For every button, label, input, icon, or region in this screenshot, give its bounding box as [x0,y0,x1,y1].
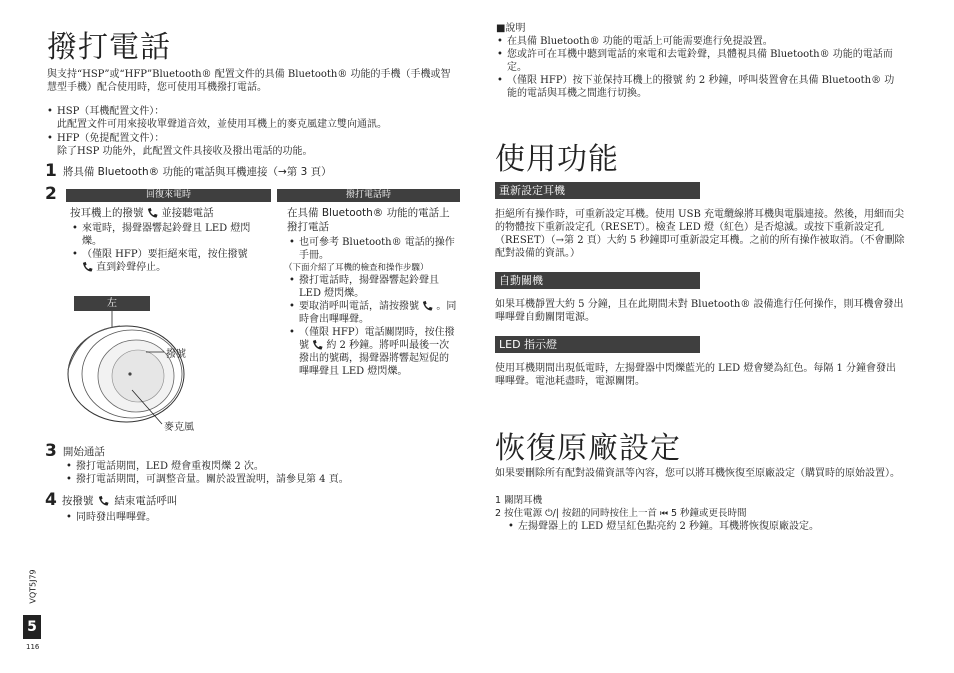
outgoing-bullet-2: • 撥打電話時，揚聲器響起鈴聲且 LED 燈閃爍。 [289,274,457,300]
note-2: • 您或許可在耳機中聽到電話的來電和去電鈴聲，具體視具備 Bluetooth® 功能的電話而定。 [497,48,902,74]
led-section-text: 使用耳機期間出現低電時，左揚聲器中閃爍藍光的 LED 燈會變為紅色。每隔 1 分鐘會發出嗶嗶聲。電池耗盡時，電源關閉。 [495,363,897,387]
auto-off-section-header: 自動關機 [495,272,700,289]
step-3-bullets [66,460,456,486]
auto-off-section-text: 如果耳機靜置大約 5 分鐘，且在此期間未對 Bluetooth® 設備進行任何操作，則耳機會發出嗶嗶聲自動關閉電源。 [495,299,904,323]
incoming-bullet-2-text: （僅限 HFP）要拒絕來電，按住撥號 [82,249,248,260]
outgoing-bullet-4-part1: （僅限 HFP）電話關閉時，按住撥號 [299,327,455,351]
outgoing-note: （下面介紹了耳機的檢查和操作步驟） [284,263,429,273]
step-3-text: 開始通話 [62,445,105,458]
outgoing-bullet-3-text: 要取消呼叫電話，請按撥號 [299,301,419,312]
outgoing-bullet-1: • 也可參考 Bluetooth® 電話的操作手冊。 [289,236,457,262]
page-sub-number: 116 [26,643,40,651]
left-side-label: 左 [74,296,150,311]
outgoing-bullets [289,236,457,262]
step-4-number: 4 [45,490,57,510]
step-1 [45,163,332,180]
step-3-bullet-1: • 撥打電話期間，LED 燈會重複閃爍 2 次。 [66,460,456,473]
step-3-number: 3 [45,441,57,461]
note-1: • 在具備 Bluetooth® 功能的電話上可能需要進行免提設置。 [497,35,902,48]
profile-hsp-desc: 此配置文件可用來接收單聲道音效，並使用耳機上的麥克風建立雙向通訊。 [57,119,387,130]
factory-reset-bullet-1: • 左揚聲器上的 LED 燈呈紅色點亮約 2 秒鐘。耳機將恢復原廠設定。 [508,520,903,533]
outgoing-bullets-2 [289,274,457,378]
outgoing-bullet-3-tail: 。同時會出嗶嗶聲。 [299,301,457,325]
functions-title: 使用功能 [495,142,619,177]
phone-icon [98,495,109,506]
incoming-bullets [72,222,252,274]
step-3 [45,443,105,460]
incoming-lead-part1: 按耳機上的撥號 [70,207,144,219]
phone-icon [147,207,158,218]
phone-icon [422,300,433,311]
intro-text: 與支持“HSP”或“HFP”Bluetooth® 配置文件的具備 Bluetooth® 功能的手機（手機或智慧型手機）配合使用時，您可使用耳機撥打電話。 [47,69,451,93]
profile-list [47,105,467,158]
note-title: ■說明 [496,23,526,34]
incoming-lead-part2: 並接聽電話 [161,207,214,219]
note-3: • （僅限 HFP）按下並保持耳機上的撥號 約 2 秒鐘，呼叫裝置會在具備 Bluetooth® 功能的電話與耳機之間進行切換。 [497,74,902,100]
incoming-bullet-1: • 來電時，揚聲器響起鈴聲且 LED 燈閃爍。 [72,222,252,248]
factory-reset-step-2: 2 按住電源 ⏻/| 按鈕的同時按住上一首 ⏮ 5 秒鐘或更長時間 [495,508,747,519]
page-title: 撥打電話 [47,30,171,65]
step-1-number: 1 [45,161,57,181]
outgoing-call-panel [277,189,460,378]
factory-reset-bullets [508,520,903,533]
incoming-bullet-2 [72,248,252,274]
profile-hsp-term: HSP（耳機配置文件）： [57,106,165,117]
microphone-label: 麥克風 [164,422,194,433]
incoming-call-header: 回復來電時 [66,189,271,202]
outgoing-bullet-4 [289,326,457,378]
outgoing-bullet-4-part2: 約 2 秒鐘。將呼叫最後一次撥出的號碼，揚聲器將響起短促的嗶嗶聲且 LED 燈閃爍。 [299,340,450,377]
step-1-text: 將具備 Bluetooth® 功能的電話與耳機連接（→第 3 頁） [62,165,332,178]
profile-hfp-term: HFP（免提配置文件）： [57,133,165,144]
reset-section-text: 拒絕所有操作時，可重新設定耳機。使用 USB 充電纜線將耳機與電腦連接。然後，用細而尖的物體按下重新設定孔（RESET）。檢查 LED 燈（紅色）是否熄滅。或按下重新設定孔（RESET）（→第 2 頁）大約 5 秒鐘即可重新設定耳機。之前的所有操作被取消。（不會刪除配對設備的資訊。） [495,209,905,259]
page-number: 5 [23,615,41,639]
profile-hfp: • HFP（免提配置文件）： 除了HSP 功能外，此配置文件具接收及撥出電話的功能。 [47,132,467,158]
phone-icon [312,339,323,350]
step-4-bullets [66,511,456,524]
incoming-call-panel [66,189,271,274]
outgoing-call-header: 撥打電話時 [277,189,460,202]
outgoing-call-lead: 在具備 Bluetooth® 功能的電話上撥打電話 [287,207,450,233]
headphone-illustration [60,310,260,430]
step-4 [45,492,177,509]
model-code-wrap [26,565,40,613]
profile-hsp: • HSP（耳機配置文件）： 此配置文件可用來接收單聲道音效，並使用耳機上的麥克風建立雙向通訊。 [47,105,467,131]
incoming-call-lead [70,206,271,220]
step-4-text-2: 結束電話呼叫 [114,494,178,507]
note-list [497,35,902,100]
factory-reset-title: 恢復原廠設定 [495,431,681,466]
factory-reset-text: 如果要刪除所有配對設備資訊等內容，您可以將耳機恢復至原廠設定（購買時的原始設置）。 [495,468,900,479]
led-section-header: LED 指示燈 [495,336,700,353]
step-2-number: 2 [45,184,57,204]
dial-button-label: 撥號 [166,349,186,360]
step-4-bullet-1: • 同時發出嗶嗶聲。 [66,511,456,524]
reset-section-header: 重新設定耳機 [495,182,700,199]
step-4-text-1: 按撥號 [61,494,94,507]
outgoing-bullet-3 [289,300,457,326]
phone-icon [82,261,93,272]
model-code: VQT5J79 [28,569,38,604]
incoming-bullet-2-tail: 直到鈴聲停止。 [96,262,167,273]
profile-hfp-desc: 除了HSP 功能外，此配置文件具接收及撥出電話的功能。 [57,146,313,157]
factory-reset-step-1: 1 關閉耳機 [495,495,543,506]
step-3-bullet-2: • 撥打電話期間，可調整音量。關於設置說明，請參見第 4 頁。 [66,473,456,486]
